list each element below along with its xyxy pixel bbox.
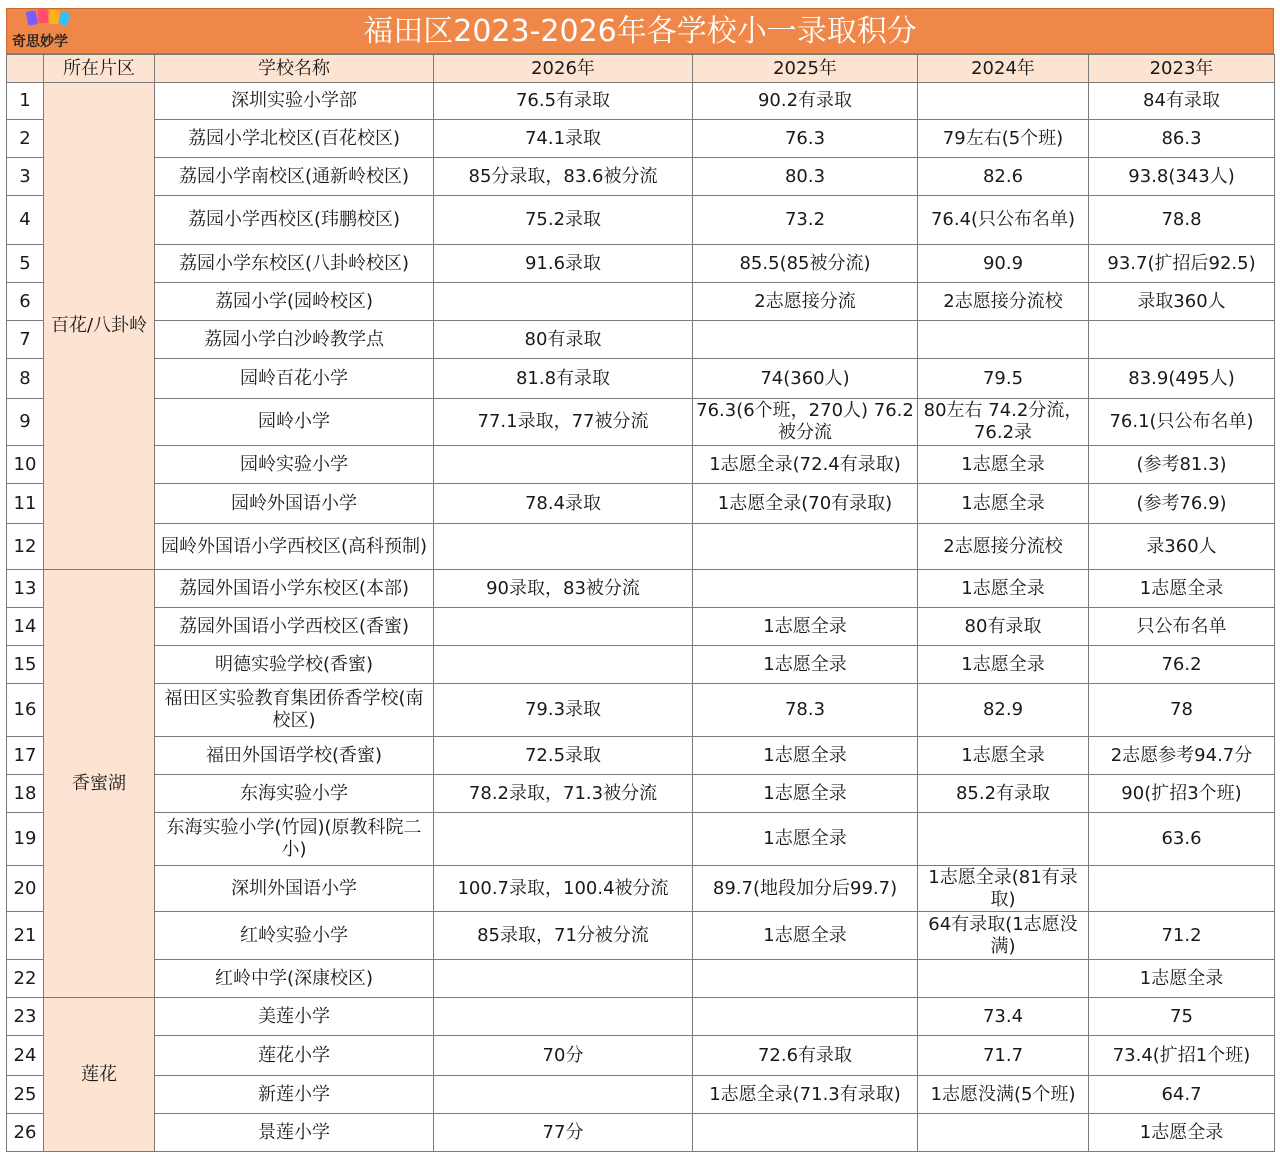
score-2024 [918,960,1089,998]
row-number: 6 [7,283,44,321]
row-number: 21 [7,912,44,960]
score-2025: 1志愿全录(72.4有录取) [693,446,918,484]
score-2025: 73.2 [693,196,918,245]
table-row [7,524,1275,570]
score-2024 [918,1114,1089,1152]
row-number: 12 [7,524,44,570]
score-2023: (参考76.9) [1089,484,1275,524]
col-header-2025: 2025年 [693,55,918,83]
score-2024: 1志愿全录 [918,646,1089,684]
table-row [7,321,1275,359]
score-2025 [693,321,918,359]
school-name: 景莲小学 [155,1114,434,1152]
score-2024 [918,813,1089,866]
school-name: 美莲小学 [155,998,434,1036]
table-row [7,1036,1275,1076]
table-row [7,1076,1275,1114]
score-2026: 78.4录取 [434,484,693,524]
score-2024: 1志愿全录 [918,737,1089,775]
row-number: 19 [7,813,44,866]
score-2026: 74.1录取 [434,120,693,158]
school-name: 荔园小学西校区(玮鹏校区) [155,196,434,245]
table-row [7,446,1275,484]
school-name: 红岭实验小学 [155,912,434,960]
score-2023: 71.2 [1089,912,1275,960]
score-2026 [434,524,693,570]
score-2023 [1089,866,1275,912]
row-number: 14 [7,608,44,646]
school-name: 荔园外国语小学西校区(香蜜) [155,608,434,646]
score-2023: 78.8 [1089,196,1275,245]
score-2023: 63.6 [1089,813,1275,866]
score-2025: 1志愿全录 [693,646,918,684]
score-2026: 81.8有录取 [434,359,693,399]
district-xiangmi: 香蜜湖 [44,570,155,998]
table-row [7,245,1275,283]
table-row [7,283,1275,321]
school-name: 园岭外国语小学西校区(高科预制) [155,524,434,570]
score-2023: 83.9(495人) [1089,359,1275,399]
score-2023: 1志愿全录 [1089,570,1275,608]
score-2023: 录取360人 [1089,283,1275,321]
score-2025: 1志愿全录(71.3有录取) [693,1076,918,1114]
score-2025: 89.7(地段加分后99.7) [693,866,918,912]
score-2024: 1志愿全录 [918,446,1089,484]
score-2026: 80有录取 [434,321,693,359]
score-2025: 1志愿全录 [693,912,918,960]
row-number: 10 [7,446,44,484]
score-2023: 76.2 [1089,646,1275,684]
score-2026: 79.3录取 [434,684,693,737]
table-row [7,737,1275,775]
score-2024: 90.9 [918,245,1089,283]
score-2026: 85分录取，83.6被分流 [434,158,693,196]
score-2025: 80.3 [693,158,918,196]
table-body [7,83,1275,1152]
score-2025 [693,960,918,998]
score-2025: 1志愿全录 [693,813,918,866]
score-2025 [693,524,918,570]
table-header-row [7,55,1275,83]
score-2024: 1志愿没满(5个班) [918,1076,1089,1114]
table-row [7,960,1275,998]
score-2026 [434,1076,693,1114]
score-2024: 73.4 [918,998,1089,1036]
score-2024: 80左右 74.2分流，76.2录 [918,399,1089,446]
row-number: 26 [7,1114,44,1152]
col-header-school: 学校名称 [155,55,434,83]
score-2024: 1志愿全录 [918,570,1089,608]
score-2024: 85.2有录取 [918,775,1089,813]
score-2023: 1志愿全录 [1089,1114,1275,1152]
table-row [7,813,1275,866]
row-number: 22 [7,960,44,998]
page-title: 福田区2023-2026年各学校小一录取积分 [363,14,917,49]
col-header-number [7,55,44,83]
col-header-2023: 2023年 [1089,55,1275,83]
row-number: 2 [7,120,44,158]
table-row [7,912,1275,960]
table-row [7,120,1275,158]
score-2025: 72.6有录取 [693,1036,918,1076]
score-2025 [693,998,918,1036]
school-name: 荔园小学白沙岭教学点 [155,321,434,359]
logo-text: 奇思妙学 [12,34,68,50]
row-number: 15 [7,646,44,684]
row-number: 24 [7,1036,44,1076]
row-number: 8 [7,359,44,399]
score-2023: 93.8(343人) [1089,158,1275,196]
score-2023: 2志愿参考94.7分 [1089,737,1275,775]
table-row [7,646,1275,684]
score-2025: 78.3 [693,684,918,737]
score-2026 [434,998,693,1036]
score-2023: (参考81.3) [1089,446,1275,484]
row-number: 1 [7,83,44,120]
school-name: 东海实验小学(竹园)(原教科院二小) [155,813,434,866]
score-2024: 64有录取(1志愿没满) [918,912,1089,960]
score-2026: 90录取，83被分流 [434,570,693,608]
score-2024: 82.9 [918,684,1089,737]
table-row [7,399,1275,446]
score-2024: 1志愿全录 [918,484,1089,524]
table-row [7,484,1275,524]
score-2025: 76.3(6个班，270人) 76.2被分流 [693,399,918,446]
score-2026: 75.2录取 [434,196,693,245]
school-name: 东海实验小学 [155,775,434,813]
score-2026: 72.5录取 [434,737,693,775]
row-number: 18 [7,775,44,813]
score-2024: 1志愿全录(81有录取) [918,866,1089,912]
score-2023: 75 [1089,998,1275,1036]
score-2025: 76.3 [693,120,918,158]
score-2026 [434,608,693,646]
score-2024: 2志愿接分流校 [918,524,1089,570]
school-name: 福田外国语学校(香蜜) [155,737,434,775]
school-name: 荔园小学东校区(八卦岭校区) [155,245,434,283]
table-row [7,83,1275,120]
score-2023: 73.4(扩招1个班) [1089,1036,1275,1076]
score-2026: 77分 [434,1114,693,1152]
row-number: 23 [7,998,44,1036]
school-name: 红岭中学(深康校区) [155,960,434,998]
score-2023: 录360人 [1089,524,1275,570]
table-row [7,684,1275,737]
row-number: 3 [7,158,44,196]
score-2026 [434,446,693,484]
row-number: 25 [7,1076,44,1114]
table-row [7,775,1275,813]
brand-logo [6,5,88,51]
score-2026: 70分 [434,1036,693,1076]
score-2023: 76.1(只公布名单) [1089,399,1275,446]
table-row [7,359,1275,399]
school-name: 深圳外国语小学 [155,866,434,912]
score-2025: 1志愿全录 [693,775,918,813]
table-row [7,570,1275,608]
row-number: 7 [7,321,44,359]
district-lianhua: 莲花 [44,998,155,1152]
table-row [7,196,1275,245]
table-row [7,998,1275,1036]
district-baihua: 百花/八卦岭 [44,83,155,570]
score-2025: 85.5(85被分流) [693,245,918,283]
score-2026 [434,813,693,866]
score-2026: 78.2录取，71.3被分流 [434,775,693,813]
row-number: 5 [7,245,44,283]
school-name: 园岭百花小学 [155,359,434,399]
score-2023: 93.7(扩招后92.5) [1089,245,1275,283]
score-2025: 1志愿全录 [693,608,918,646]
score-2023: 84有录取 [1089,83,1275,120]
score-2025: 90.2有录取 [693,83,918,120]
score-2023: 78 [1089,684,1275,737]
school-name: 深圳实验小学部 [155,83,434,120]
school-name: 荔园外国语小学东校区(本部) [155,570,434,608]
score-2024: 79.5 [918,359,1089,399]
score-2024: 80有录取 [918,608,1089,646]
score-2023: 86.3 [1089,120,1275,158]
score-2023: 只公布名单 [1089,608,1275,646]
row-number: 13 [7,570,44,608]
score-2026: 100.7录取，100.4被分流 [434,866,693,912]
row-number: 17 [7,737,44,775]
school-name: 荔园小学南校区(通新岭校区) [155,158,434,196]
score-2025 [693,1114,918,1152]
school-name: 园岭实验小学 [155,446,434,484]
school-name: 荔园小学北校区(百花校区) [155,120,434,158]
score-2023 [1089,321,1275,359]
row-number: 20 [7,866,44,912]
score-2026 [434,646,693,684]
col-header-2024: 2024年 [918,55,1089,83]
score-2025: 2志愿接分流 [693,283,918,321]
score-2025: 1志愿全录(70有录取) [693,484,918,524]
score-2026 [434,283,693,321]
row-number: 16 [7,684,44,737]
colorful-cards-logo-icon [24,7,72,29]
col-header-district: 所在片区 [44,55,155,83]
title-bar [6,8,1274,54]
school-name: 园岭小学 [155,399,434,446]
score-2024: 79左右(5个班) [918,120,1089,158]
school-name: 莲花小学 [155,1036,434,1076]
score-2026: 91.6录取 [434,245,693,283]
score-2023: 64.7 [1089,1076,1275,1114]
score-2024: 76.4(只公布名单) [918,196,1089,245]
table-row [7,1114,1275,1152]
score-2023: 1志愿全录 [1089,960,1275,998]
score-2026: 77.1录取，77被分流 [434,399,693,446]
row-number: 9 [7,399,44,446]
score-2024 [918,83,1089,120]
score-2025 [693,570,918,608]
score-2025: 74(360人) [693,359,918,399]
school-name: 新莲小学 [155,1076,434,1114]
school-name: 福田区实验教育集团侨香学校(南校区) [155,684,434,737]
school-name: 园岭外国语小学 [155,484,434,524]
score-2023: 90(扩招3个班) [1089,775,1275,813]
score-2024 [918,321,1089,359]
row-number: 11 [7,484,44,524]
table-row [7,158,1275,196]
col-header-2026: 2026年 [434,55,693,83]
table-row [7,608,1275,646]
school-name: 荔园小学(园岭校区) [155,283,434,321]
table-row [7,866,1275,912]
admission-score-table [6,54,1275,1152]
school-name: 明德实验学校(香蜜) [155,646,434,684]
score-2025: 1志愿全录 [693,737,918,775]
score-2024: 71.7 [918,1036,1089,1076]
score-2024: 82.6 [918,158,1089,196]
score-2026: 76.5有录取 [434,83,693,120]
score-2026: 85录取，71分被分流 [434,912,693,960]
score-2024: 2志愿接分流校 [918,283,1089,321]
score-2026 [434,960,693,998]
row-number: 4 [7,196,44,245]
